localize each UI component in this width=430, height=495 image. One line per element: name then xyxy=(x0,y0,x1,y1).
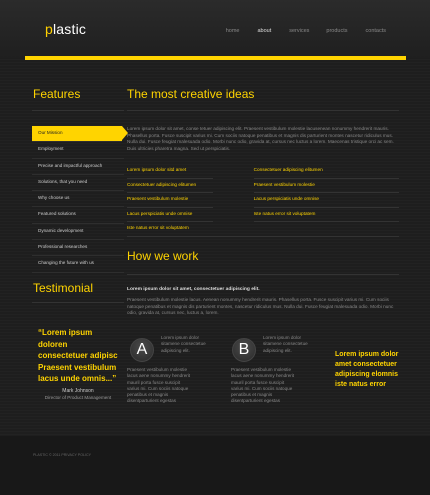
link[interactable]: Lacus perspiciatis unde omnise xyxy=(254,193,399,208)
logo-text: lastic xyxy=(53,21,87,37)
header xyxy=(0,0,430,58)
link[interactable]: Consectetuer adipiscing elitumen xyxy=(254,164,399,179)
menu-item-featured-solutions[interactable]: Featured solutions xyxy=(32,207,124,223)
accent-bar xyxy=(25,56,406,60)
link-row xyxy=(127,193,399,208)
step-b-badge: B xyxy=(232,338,256,362)
ideas-heading: The most creative ideas xyxy=(127,87,255,101)
testimonial-heading: Testimonial xyxy=(33,281,94,295)
link-row xyxy=(127,179,399,194)
link[interactable]: Praesent vestibulum molestie xyxy=(254,179,399,194)
link[interactable]: Consectetuer adipiscing elitumen xyxy=(127,179,213,194)
menu-item-why-choose-us[interactable]: Why choose us xyxy=(32,191,124,207)
footer-text: PLASTIC © 2011 PRIVACY POLICY xyxy=(33,453,91,457)
nav-about[interactable]: about xyxy=(257,28,272,34)
menu-item-employment[interactable]: Employment xyxy=(32,142,124,158)
link-row xyxy=(127,208,399,223)
divider xyxy=(127,274,399,275)
features-heading: Features xyxy=(33,87,81,101)
logo-letter: p xyxy=(45,21,53,37)
link[interactable]: Lorem ipsum dolor sitd amet xyxy=(127,164,213,179)
divider xyxy=(32,302,124,303)
link[interactable]: Lacus perspiciatis unde omnise xyxy=(127,208,213,223)
step-a-badge: A xyxy=(130,338,154,362)
step-b-long: Praesent vestibulum molestie lacus aene nonummy hendrerit mauril porta fusce suscipit varius mi. Cum sociis natoque penatibus et magnis disentparturient egestas xyxy=(231,367,295,404)
work-lead: Lorem ipsum dolor sit amet, consectetuer adipiscing elit. xyxy=(127,287,260,292)
nav-home[interactable]: home xyxy=(225,28,240,34)
divider xyxy=(127,236,399,237)
testimonial-role: Director of Product Management xyxy=(44,395,112,400)
testimonial-quote: “Lorem ipsum doloren consectetuer adipisc Praesent vestibulum lacus unde omnis...” xyxy=(38,328,118,383)
menu-item-professional-researches[interactable]: Professional researches xyxy=(32,240,124,256)
menu-item-dynamic-development[interactable]: Dynamic development xyxy=(32,224,124,240)
step-b-short: Lorem ipsum dolor sitamene consectetue adipiscing elit. xyxy=(263,335,308,353)
nav-products[interactable]: products xyxy=(326,28,348,34)
step-a-short: Lorem ipsum dolor sitamene consectetue adipiscing elit. xyxy=(161,335,206,353)
link[interactable]: Praesent vestibulum molestie xyxy=(127,193,213,208)
nav-contacts[interactable]: contacts xyxy=(365,28,386,34)
work-heading: How we work xyxy=(127,249,199,263)
ideas-text: Lorem ipsum dolor sit amet, conse tetuer adipiscing elit. Praesent vestibulum molestie lacusenean nonummy hendrerit mauris. Phasellus porta. Fusce suscipit varius mi. Cum sociis natoque penatibus et magnis dis parturient montes nascetur ridiculus mus. Nulla dui. Fusce feugiat malesuada odio. Morbi nunc odio, gravida at, cursus nec luctus a lorem. Maecenas tristique orci ac sem. Duis ultricies pharetra magna. Sed ut perspiciatis. xyxy=(127,126,394,151)
ideas-links xyxy=(127,164,399,236)
menu-item-approach[interactable]: Precise and impactful approach xyxy=(32,159,124,175)
features-menu xyxy=(32,126,124,273)
testimonial-author: Mark Johnson xyxy=(62,388,94,394)
work-text: Praesent vestibulum molestie lacus. Aenean nonummy hendrerit mauris. Phasellus porta. Fusce suscipit varius mi. Cum sociis natoque penatibus et magnis dis parturient montes, nascetur ridiculus mus. Nulla dui. Fusce feugiat malesuada odio. Morbi nunc odio, gravida at, cursus nec, luctus a, lorem. xyxy=(127,297,394,316)
nav-services[interactable]: services xyxy=(289,28,310,34)
step-a-long: Praesent vestibulum molestie lacus aene nonummy hendrerit mauril porta fusce suscipit varius mi. Cum sociis natoque penatibus et magnis disentparturient egestas xyxy=(127,367,191,404)
divider xyxy=(127,110,399,111)
menu-item-changing-future[interactable]: Changing the future with us xyxy=(32,256,124,272)
work-side-text: Lorem ipsum dolor amet consectetuer adipiscing elomnis iste natus error xyxy=(335,351,399,388)
link-row xyxy=(127,222,399,236)
logo[interactable] xyxy=(45,21,86,37)
main-nav xyxy=(226,28,386,34)
link[interactable]: Iste natus error sit voluptatem xyxy=(127,225,189,230)
link-row xyxy=(127,164,399,179)
menu-item-our-mission[interactable]: Our Mission xyxy=(32,126,122,142)
menu-item-solutions[interactable]: Solutions, that you need xyxy=(32,175,124,191)
footer xyxy=(0,436,430,495)
divider xyxy=(32,110,124,111)
link[interactable]: Iste natus error sit voluptatem xyxy=(254,208,399,223)
